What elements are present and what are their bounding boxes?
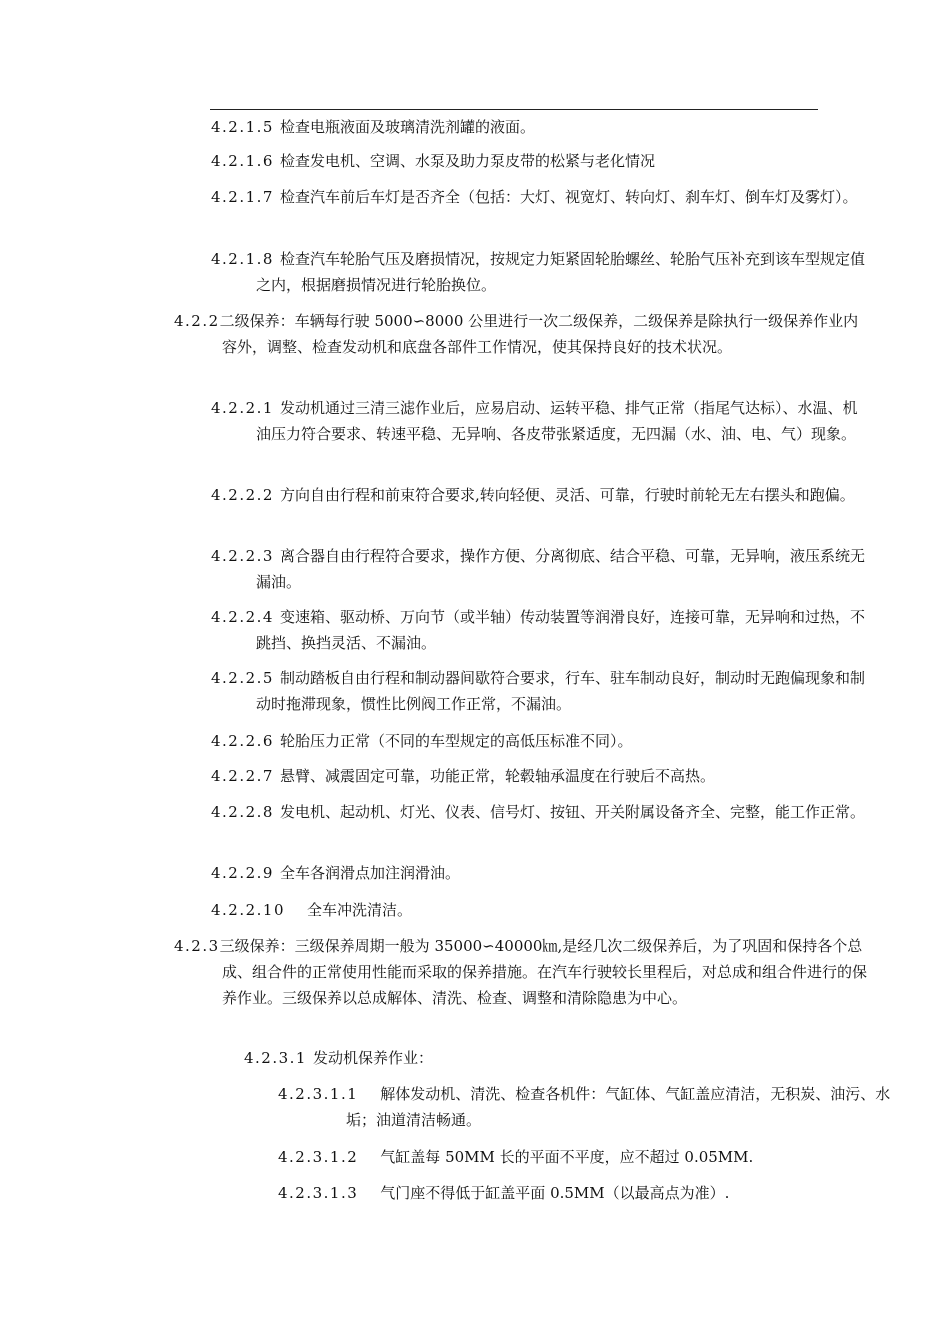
- clause-4-2-1-7: [211, 184, 866, 210]
- clause-text: 发动机保养作业：: [312, 1049, 433, 1067]
- section-4-2-2: [174, 308, 870, 360]
- clause-text: 制动踏板自由行程和制动器间歇符合要求，行车、驻车制动良好，制动时无跑偏现象和制动时拖滞现象，惯性比例阀工作正常，不漏油。: [256, 669, 865, 713]
- section-number: 4.2.2: [174, 312, 220, 330]
- clause-4-2-3-1-2: [278, 1144, 891, 1170]
- clause-number: 4.2.2.7: [211, 767, 274, 785]
- clause-text: 方向自由行程和前束符合要求,转向轻便、灵活、可靠，行驶时前轮无左右摆头和跑偏。: [279, 486, 855, 504]
- section-text: 三级保养：三级保养周期一般为 35000∽40000㎞,是经几次二级保养后，为了巩固和保持各个总成、组合件的正常使用性能而采取的保养措施。在汽车行驶较长里程后，对总成和组合件进行的保养作业。三级保养以总成解体、清洗、检查、调整和清除隐患为中心。: [219, 937, 868, 1007]
- clause-text: 全车各润滑点加注润滑油。: [279, 864, 460, 882]
- clause-4-2-2-5: [211, 665, 866, 717]
- clause-4-2-2-2: [211, 482, 866, 508]
- clause-4-2-3-1: [244, 1045, 824, 1071]
- clause-text: 气门座不得低于缸盖平面 0.5MM（以最高点为准）.: [380, 1184, 730, 1202]
- clause-number: 4.2.2.4: [211, 608, 274, 626]
- clause-number: 4.2.3.1.3: [278, 1184, 359, 1202]
- clause-number: 4.2.2.10: [211, 901, 286, 919]
- header-rule: [210, 109, 818, 110]
- clause-text: 变速箱、驱动桥、万向节（或半轴）传动装置等润滑良好，连接可靠，无异响和过热，不跳挡、换挡灵活、不漏油。: [256, 608, 865, 652]
- clause-text: 全车冲洗清洁。: [307, 901, 413, 919]
- clause-4-2-2-3: [211, 543, 866, 595]
- clause-number: 4.2.1.8: [211, 250, 274, 268]
- clause-4-2-2-6: [211, 728, 866, 754]
- clause-number: 4.2.2.2: [211, 486, 274, 504]
- clause-text: 检查汽车轮胎气压及磨损情况，按规定力矩紧固轮胎螺丝、轮胎气压补充到该车型规定值之内，根据磨损情况进行轮胎换位。: [256, 250, 865, 294]
- clause-number: 4.2.1.5: [211, 118, 274, 136]
- clause-number: 4.2.2.9: [211, 864, 274, 882]
- clause-text: 气缸盖每 50MM 长的平面不平度，应不超过 0.05MM.: [380, 1148, 754, 1166]
- clause-number: 4.2.3.1.2: [278, 1148, 359, 1166]
- clause-4-2-1-8: [211, 246, 866, 298]
- clause-4-2-2-4: [211, 604, 866, 656]
- clause-4-2-2-10: [211, 897, 866, 923]
- clause-number: 4.2.2.5: [211, 669, 274, 687]
- section-text: 二级保养：车辆每行驶 5000∽8000 公里进行一次二级保养，二级保养是除执行一级保养作业内容外，调整、检查发动机和底盘各部件工作情况，使其保持良好的技术状况。: [219, 312, 859, 356]
- clause-number: 4.2.2.1: [211, 399, 274, 417]
- clause-4-2-1-5: [211, 114, 866, 140]
- clause-4-2-3-1-3: [278, 1180, 891, 1206]
- section-4-2-3: [174, 933, 870, 1011]
- clause-4-2-1-6: [211, 148, 866, 174]
- clause-4-2-3-1-1: [278, 1081, 891, 1133]
- clause-number: 4.2.3.1: [244, 1049, 307, 1067]
- clause-text: 轮胎压力正常（不同的车型规定的高低压标准不同）。: [279, 732, 633, 750]
- clause-4-2-2-9: [211, 860, 866, 886]
- clause-text: 离合器自由行程符合要求，操作方便、分离彻底、结合平稳、可靠，无异响，液压系统无漏油。: [256, 547, 865, 591]
- clause-number: 4.2.2.3: [211, 547, 274, 565]
- clause-text: 悬臂、减震固定可靠，功能正常，轮毂轴承温度在行驶后不高热。: [279, 767, 715, 785]
- clause-4-2-2-8: [211, 799, 866, 825]
- clause-text: 检查汽车前后车灯是否齐全（包括：大灯、视宽灯、转向灯、刹车灯、倒车灯及雾灯）。: [279, 188, 858, 206]
- section-number: 4.2.3: [174, 937, 220, 955]
- clause-4-2-2-1: [211, 395, 866, 447]
- clause-text: 解体发动机、清洗、检查各机件：气缸体、气缸盖应清洁，无积炭、油污、水垢；油道清洁畅通。: [346, 1085, 891, 1129]
- clause-number: 4.2.3.1.1: [278, 1085, 359, 1103]
- clause-number: 4.2.2.6: [211, 732, 274, 750]
- clause-number: 4.2.1.7: [211, 188, 274, 206]
- clause-4-2-2-7: [211, 763, 866, 789]
- clause-number: 4.2.2.8: [211, 803, 274, 821]
- clause-text: 检查发电机、空调、水泵及助力泵皮带的松紧与老化情况: [279, 152, 655, 170]
- clause-text: 发动机通过三清三滤作业后，应易启动、运转平稳、排气正常（指尾气达标）、水温、机油压力符合要求、转速平稳、无异响、各皮带张紧适度，无四漏（水、油、电、气）现象。: [256, 399, 858, 443]
- clause-number: 4.2.1.6: [211, 152, 274, 170]
- clause-text: 检查电瓶液面及玻璃清洗剂罐的液面。: [279, 118, 535, 136]
- clause-text: 发电机、起动机、灯光、仪表、信号灯、按钮、开关附属设备齐全、完整，能工作正常。: [279, 803, 865, 821]
